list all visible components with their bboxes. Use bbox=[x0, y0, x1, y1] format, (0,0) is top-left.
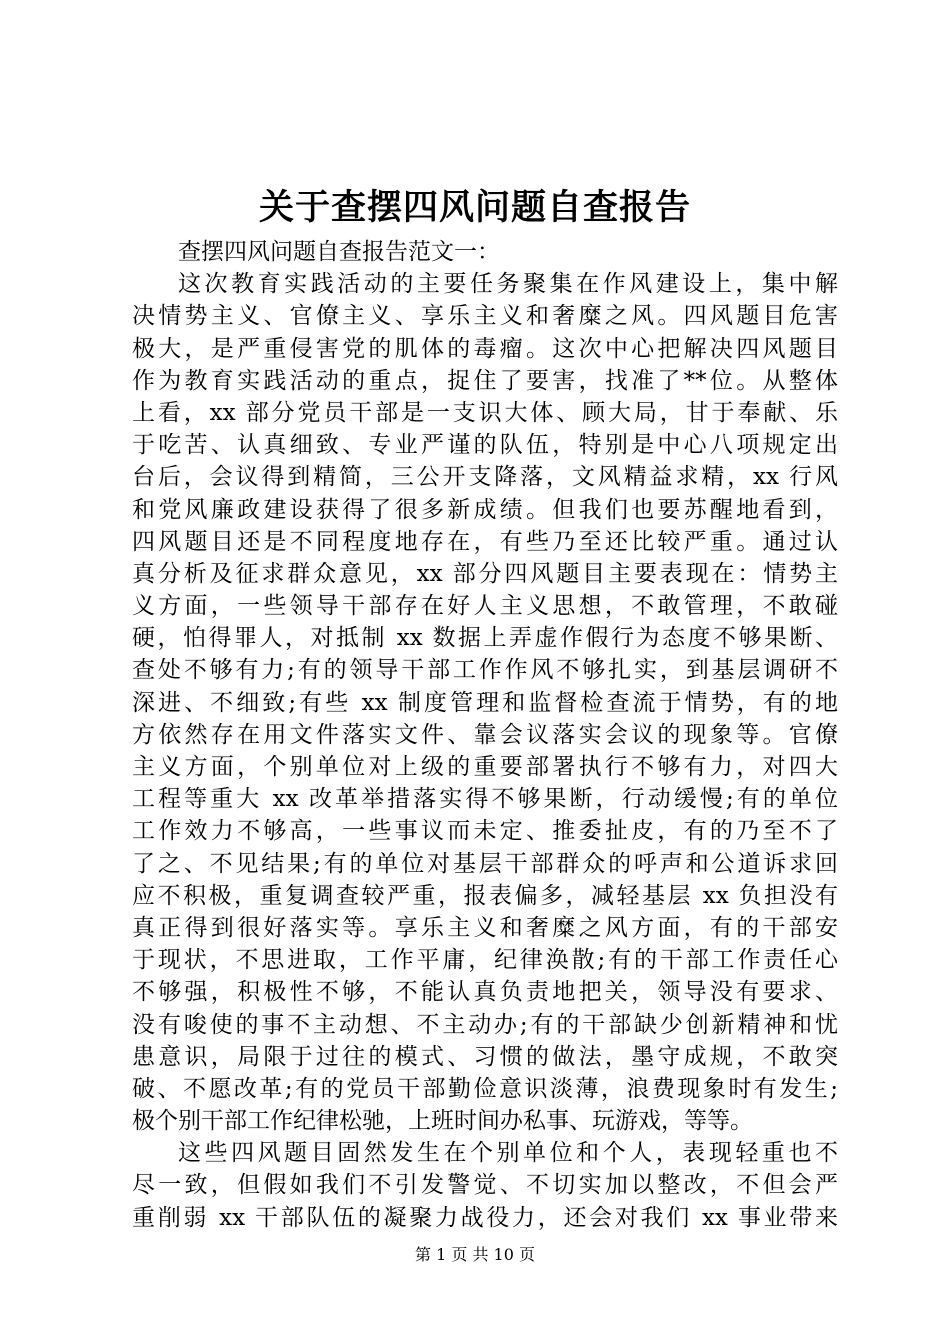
document-title: 关于查摆四风问题自查报告 bbox=[258, 188, 691, 228]
body-line: 了之、不见结果;有的单位对基层干部群众的呼声和公道诉求回 bbox=[132, 850, 838, 877]
body-line: 查摆四风问题自查报告范文一： bbox=[178, 239, 500, 265]
body-line: 深进、不细致;有些 xx 制度管理和监督检查流于情势，有的地 bbox=[132, 689, 838, 716]
body-line: 决情势主义、官僚主义、享乐主义和奢糜之风。四风题目危害 bbox=[132, 303, 838, 330]
body-line: 查处不够有力;有的领导干部工作作风不够扎实，到基层调研不 bbox=[132, 657, 838, 684]
body-line: 应不积极，重复调查较严重，报表偏多，减轻基层 xx 负担没有 bbox=[132, 882, 838, 909]
body-line: 尽一致，但假如我们不引发警觉、不切实加以整改，不但会严 bbox=[132, 1172, 838, 1199]
body-line: 和党风廉政建设获得了很多新成绩。但我们也要苏醒地看到， bbox=[132, 496, 838, 523]
body-line: 工程等重大 xx 改革举措落实得不够果断，行动缓慢;有的单位 bbox=[132, 786, 838, 813]
body-line: 这次教育实践活动的主要任务聚集在作风建设上，集中解 bbox=[178, 271, 838, 298]
document-body bbox=[132, 236, 838, 1234]
body-line: 破、不愿改革;有的党员干部勤俭意识淡薄，浪费现象时有发生; bbox=[132, 1075, 838, 1102]
page-footer: 第 1 页 共 10 页 bbox=[415, 1245, 535, 1264]
body-line: 真正得到很好落实等。享乐主义和奢糜之风方面，有的干部安 bbox=[132, 914, 838, 941]
body-line: 极大，是严重侵害党的肌体的毒瘤。这次中心把解决四风题目 bbox=[132, 335, 838, 362]
body-line: 于现状，不思进取，工作平庸，纪律涣散;有的干部工作责任心 bbox=[132, 947, 838, 974]
body-line: 工作效力不够高，一些事议而未定、推委扯皮，有的乃至不了 bbox=[132, 818, 838, 845]
body-line: 真分析及征求群众意见，xx 部分四风题目主要表现在：情势主 bbox=[132, 560, 838, 587]
body-line: 这些四风题目固然发生在个别单位和个人，表现轻重也不 bbox=[178, 1140, 838, 1167]
body-line: 硬，怕得罪人，对抵制 xx 数据上弄虚作假行为态度不够果断、 bbox=[132, 625, 838, 652]
body-line: 于吃苦、认真细致、专业严谨的队伍，特别是中心八项规定出 bbox=[132, 432, 838, 459]
body-line: 上看，xx 部分党员干部是一支识大体、顾大局，甘于奉献、乐 bbox=[132, 399, 838, 426]
body-line: 患意识，局限于过往的模式、习惯的做法，墨守成规，不敢突 bbox=[132, 1043, 838, 1070]
body-line: 方依然存在用文件落实文件、靠会议落实会议的现象等。官僚 bbox=[132, 721, 838, 748]
body-line: 不够强，积极性不够，不能认真负责地把关，领导没有要求、 bbox=[132, 979, 838, 1006]
body-line: 四风题目还是不同程度地存在，有些乃至还比较严重。通过认 bbox=[132, 528, 838, 555]
body-line: 重削弱 xx 干部队伍的凝聚力战役力，还会对我们 xx 事业带来 bbox=[132, 1204, 838, 1231]
body-line: 没有唆使的事不主动想、不主动办;有的干部缺少创新精神和忧 bbox=[132, 1011, 838, 1038]
body-line: 义方面，一些领导干部存在好人主义思想，不敢管理，不敢碰 bbox=[132, 593, 838, 620]
body-line: 台后，会议得到精简，三公开支降落，文风精益求精，xx 行风 bbox=[132, 464, 838, 491]
body-line: 极个别干部工作纪律松驰，上班时间办私事、玩游戏，等等。 bbox=[132, 1108, 753, 1135]
body-line: 作为教育实践活动的重点，捉住了要害，找准了**位。从整体 bbox=[132, 367, 838, 394]
body-line: 主义方面，个别单位对上级的重要部署执行不够有力，对四大 bbox=[132, 754, 838, 780]
